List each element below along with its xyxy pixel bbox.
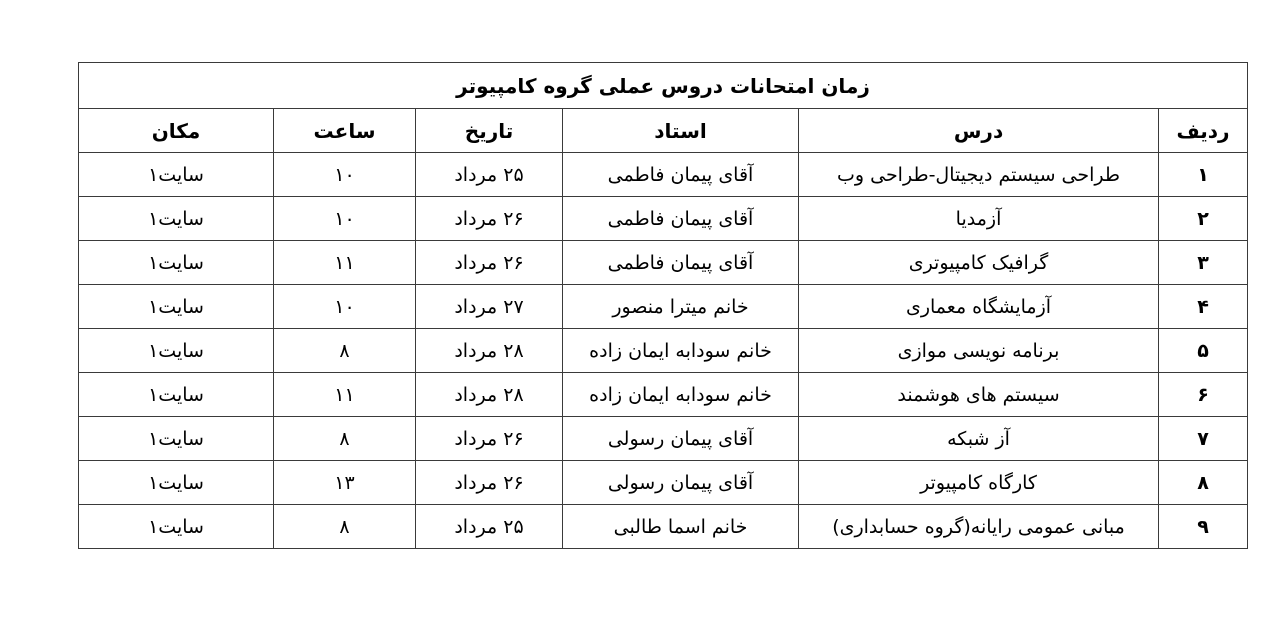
- table-row: [79, 329, 1248, 373]
- cell-course: گرافیک کامپیوتری: [799, 241, 1159, 285]
- cell-place: سایت۱: [79, 241, 274, 285]
- cell-course: مبانی عمومی رایانه(گروه حسابداری): [799, 505, 1159, 549]
- cell-time: ۱۳: [274, 461, 416, 505]
- cell-course: آزمدیا: [799, 197, 1159, 241]
- table-row: [79, 461, 1248, 505]
- cell-teacher: آقای پیمان فاطمی: [563, 153, 799, 197]
- cell-course: طراحی سیستم دیجیتال-طراحی وب: [799, 153, 1159, 197]
- cell-index: ۳: [1159, 241, 1248, 285]
- cell-index: ۱: [1159, 153, 1248, 197]
- cell-time: ۱۱: [274, 241, 416, 285]
- header-date: تاریخ: [416, 109, 563, 153]
- cell-time: ۱۰: [274, 153, 416, 197]
- cell-time: ۱۰: [274, 197, 416, 241]
- table-title: زمان امتحانات دروس عملی گروه کامپیوتر: [79, 63, 1248, 109]
- cell-index: ۵: [1159, 329, 1248, 373]
- cell-place: سایت۱: [79, 461, 274, 505]
- table-row: [79, 153, 1248, 197]
- cell-course: کارگاه کامپیوتر: [799, 461, 1159, 505]
- header-time: ساعت: [274, 109, 416, 153]
- cell-date: ۲۵ مرداد: [416, 153, 563, 197]
- cell-teacher: آقای پیمان رسولی: [563, 417, 799, 461]
- cell-teacher: خانم میترا منصور: [563, 285, 799, 329]
- exam-schedule-sheet: [78, 62, 1247, 549]
- cell-teacher: آقای پیمان رسولی: [563, 461, 799, 505]
- cell-index: ۸: [1159, 461, 1248, 505]
- cell-place: سایت۱: [79, 153, 274, 197]
- table-row: [79, 505, 1248, 549]
- cell-place: سایت۱: [79, 329, 274, 373]
- cell-place: سایت۱: [79, 505, 274, 549]
- cell-course: برنامه نویسی موازی: [799, 329, 1159, 373]
- cell-date: ۲۶ مرداد: [416, 197, 563, 241]
- cell-course: آز شبکه: [799, 417, 1159, 461]
- cell-date: ۲۶ مرداد: [416, 461, 563, 505]
- table-title-row: [79, 63, 1248, 109]
- cell-date: ۲۸ مرداد: [416, 329, 563, 373]
- cell-course: آزمایشگاه معماری: [799, 285, 1159, 329]
- cell-time: ۱۰: [274, 285, 416, 329]
- header-place: مکان: [79, 109, 274, 153]
- table-row: [79, 417, 1248, 461]
- cell-place: سایت۱: [79, 373, 274, 417]
- header-course: درس: [799, 109, 1159, 153]
- table-header-row: [79, 109, 1248, 153]
- cell-teacher: آقای پیمان فاطمی: [563, 197, 799, 241]
- cell-index: ۲: [1159, 197, 1248, 241]
- cell-date: ۲۵ مرداد: [416, 505, 563, 549]
- cell-course: سیستم های هوشمند: [799, 373, 1159, 417]
- cell-place: سایت۱: [79, 417, 274, 461]
- table-row: [79, 197, 1248, 241]
- cell-time: ۸: [274, 505, 416, 549]
- cell-teacher: خانم سودابه ایمان زاده: [563, 373, 799, 417]
- header-teacher: استاد: [563, 109, 799, 153]
- cell-index: ۷: [1159, 417, 1248, 461]
- table-row: [79, 241, 1248, 285]
- table-row: [79, 373, 1248, 417]
- cell-time: ۱۱: [274, 373, 416, 417]
- cell-teacher: خانم سودابه ایمان زاده: [563, 329, 799, 373]
- cell-date: ۲۶ مرداد: [416, 241, 563, 285]
- cell-index: ۹: [1159, 505, 1248, 549]
- cell-date: ۲۶ مرداد: [416, 417, 563, 461]
- table-row: [79, 285, 1248, 329]
- cell-index: ۴: [1159, 285, 1248, 329]
- header-index: ردیف: [1159, 109, 1248, 153]
- cell-place: سایت۱: [79, 197, 274, 241]
- cell-teacher: آقای پیمان فاطمی: [563, 241, 799, 285]
- cell-teacher: خانم اسما طالبی: [563, 505, 799, 549]
- cell-index: ۶: [1159, 373, 1248, 417]
- cell-place: سایت۱: [79, 285, 274, 329]
- cell-time: ۸: [274, 417, 416, 461]
- cell-date: ۲۷ مرداد: [416, 285, 563, 329]
- cell-date: ۲۸ مرداد: [416, 373, 563, 417]
- exam-schedule-table: [78, 62, 1248, 549]
- cell-time: ۸: [274, 329, 416, 373]
